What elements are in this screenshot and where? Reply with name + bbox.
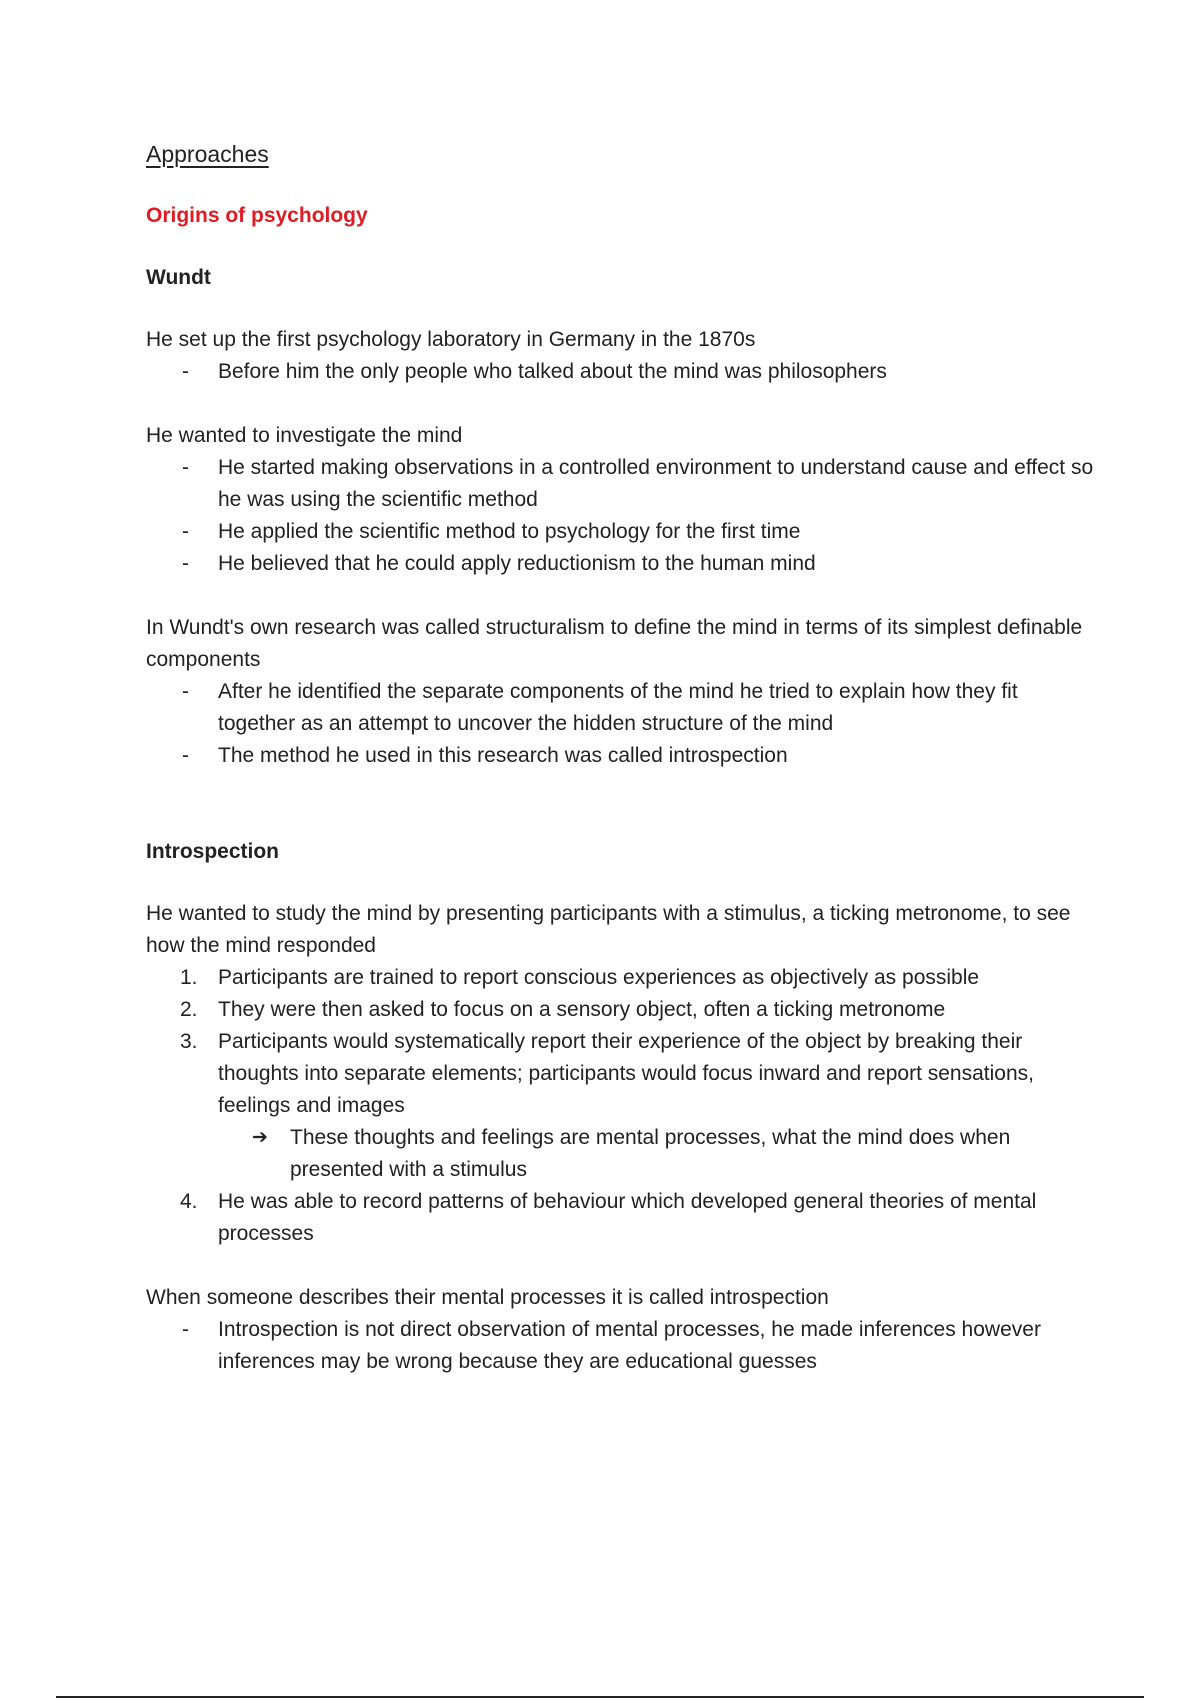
list-number: 1. — [180, 966, 198, 989]
section-title: Origins of psychology — [146, 204, 368, 227]
list-item — [146, 1026, 1096, 1186]
wundt-heading: Wundt — [146, 266, 211, 289]
document-body — [146, 138, 1096, 1378]
wundt-list-2 — [146, 452, 1096, 580]
list-item — [146, 994, 1096, 1026]
list-item-text: Participants would systematically report their experience of the object by breaking their thoughts into separate elements; participants would focus inward and report sensations, feelings and images — [218, 1030, 1034, 1117]
introspection-paragraph-2: When someone describes their mental processes it is called introspection — [146, 1286, 829, 1309]
introspection-list-2 — [146, 1314, 1096, 1378]
list-item: - Introspection is not direct observation of mental processes, he made inferences however inferences may be wrong because they are educational guesses — [146, 1314, 1096, 1378]
introspection-paragraph-1: He wanted to study the mind by presenting participants with a stimulus, a ticking metronome, to see how the mind responded — [146, 902, 1071, 957]
sub-list — [218, 1122, 1096, 1186]
list-item — [146, 1186, 1096, 1250]
list-item — [146, 962, 1096, 994]
list-item-text: He was able to record patterns of behaviour which developed general theories of mental processes — [218, 1190, 1037, 1245]
wundt-paragraph-2: He wanted to investigate the mind — [146, 424, 463, 447]
list-item: - After he identified the separate components of the mind he tried to explain how they fit together as an attempt to uncover the hidden structure of the mind — [146, 676, 1096, 740]
wundt-list-3 — [146, 676, 1096, 772]
wundt-paragraph-1: He set up the first psychology laboratory in Germany in the 1870s — [146, 328, 756, 351]
page-divider — [56, 1696, 1144, 1698]
list-number: 4. — [180, 1190, 198, 1213]
list-item-text: Participants are trained to report conscious experiences as objectively as possible — [218, 966, 980, 989]
list-item-text: They were then asked to focus on a sensory object, often a ticking metronome — [218, 998, 946, 1021]
list-number: 2. — [180, 998, 198, 1021]
list-item: - He started making observations in a controlled environment to understand cause and effect so he was using the scientific method — [146, 452, 1096, 516]
introspection-heading: Introspection — [146, 840, 280, 863]
document-title: Approaches — [146, 141, 269, 167]
list-item: - The method he used in this research was called introspection — [146, 740, 1096, 772]
list-item: - Before him the only people who talked about the mind was philosophers — [146, 356, 1096, 388]
list-item: - He believed that he could apply reductionism to the human mind — [146, 548, 1096, 580]
list-number: 3. — [180, 1030, 198, 1053]
introspection-steps — [146, 962, 1096, 1250]
wundt-paragraph-3: In Wundt's own research was called structuralism to define the mind in terms of its simplest definable components — [146, 616, 1083, 671]
list-item: - He applied the scientific method to psychology for the first time — [146, 516, 1096, 548]
wundt-list-1 — [146, 356, 1096, 388]
sub-list-item: ➔ These thoughts and feelings are mental processes, what the mind does when presented with a stimulus — [218, 1122, 1096, 1186]
